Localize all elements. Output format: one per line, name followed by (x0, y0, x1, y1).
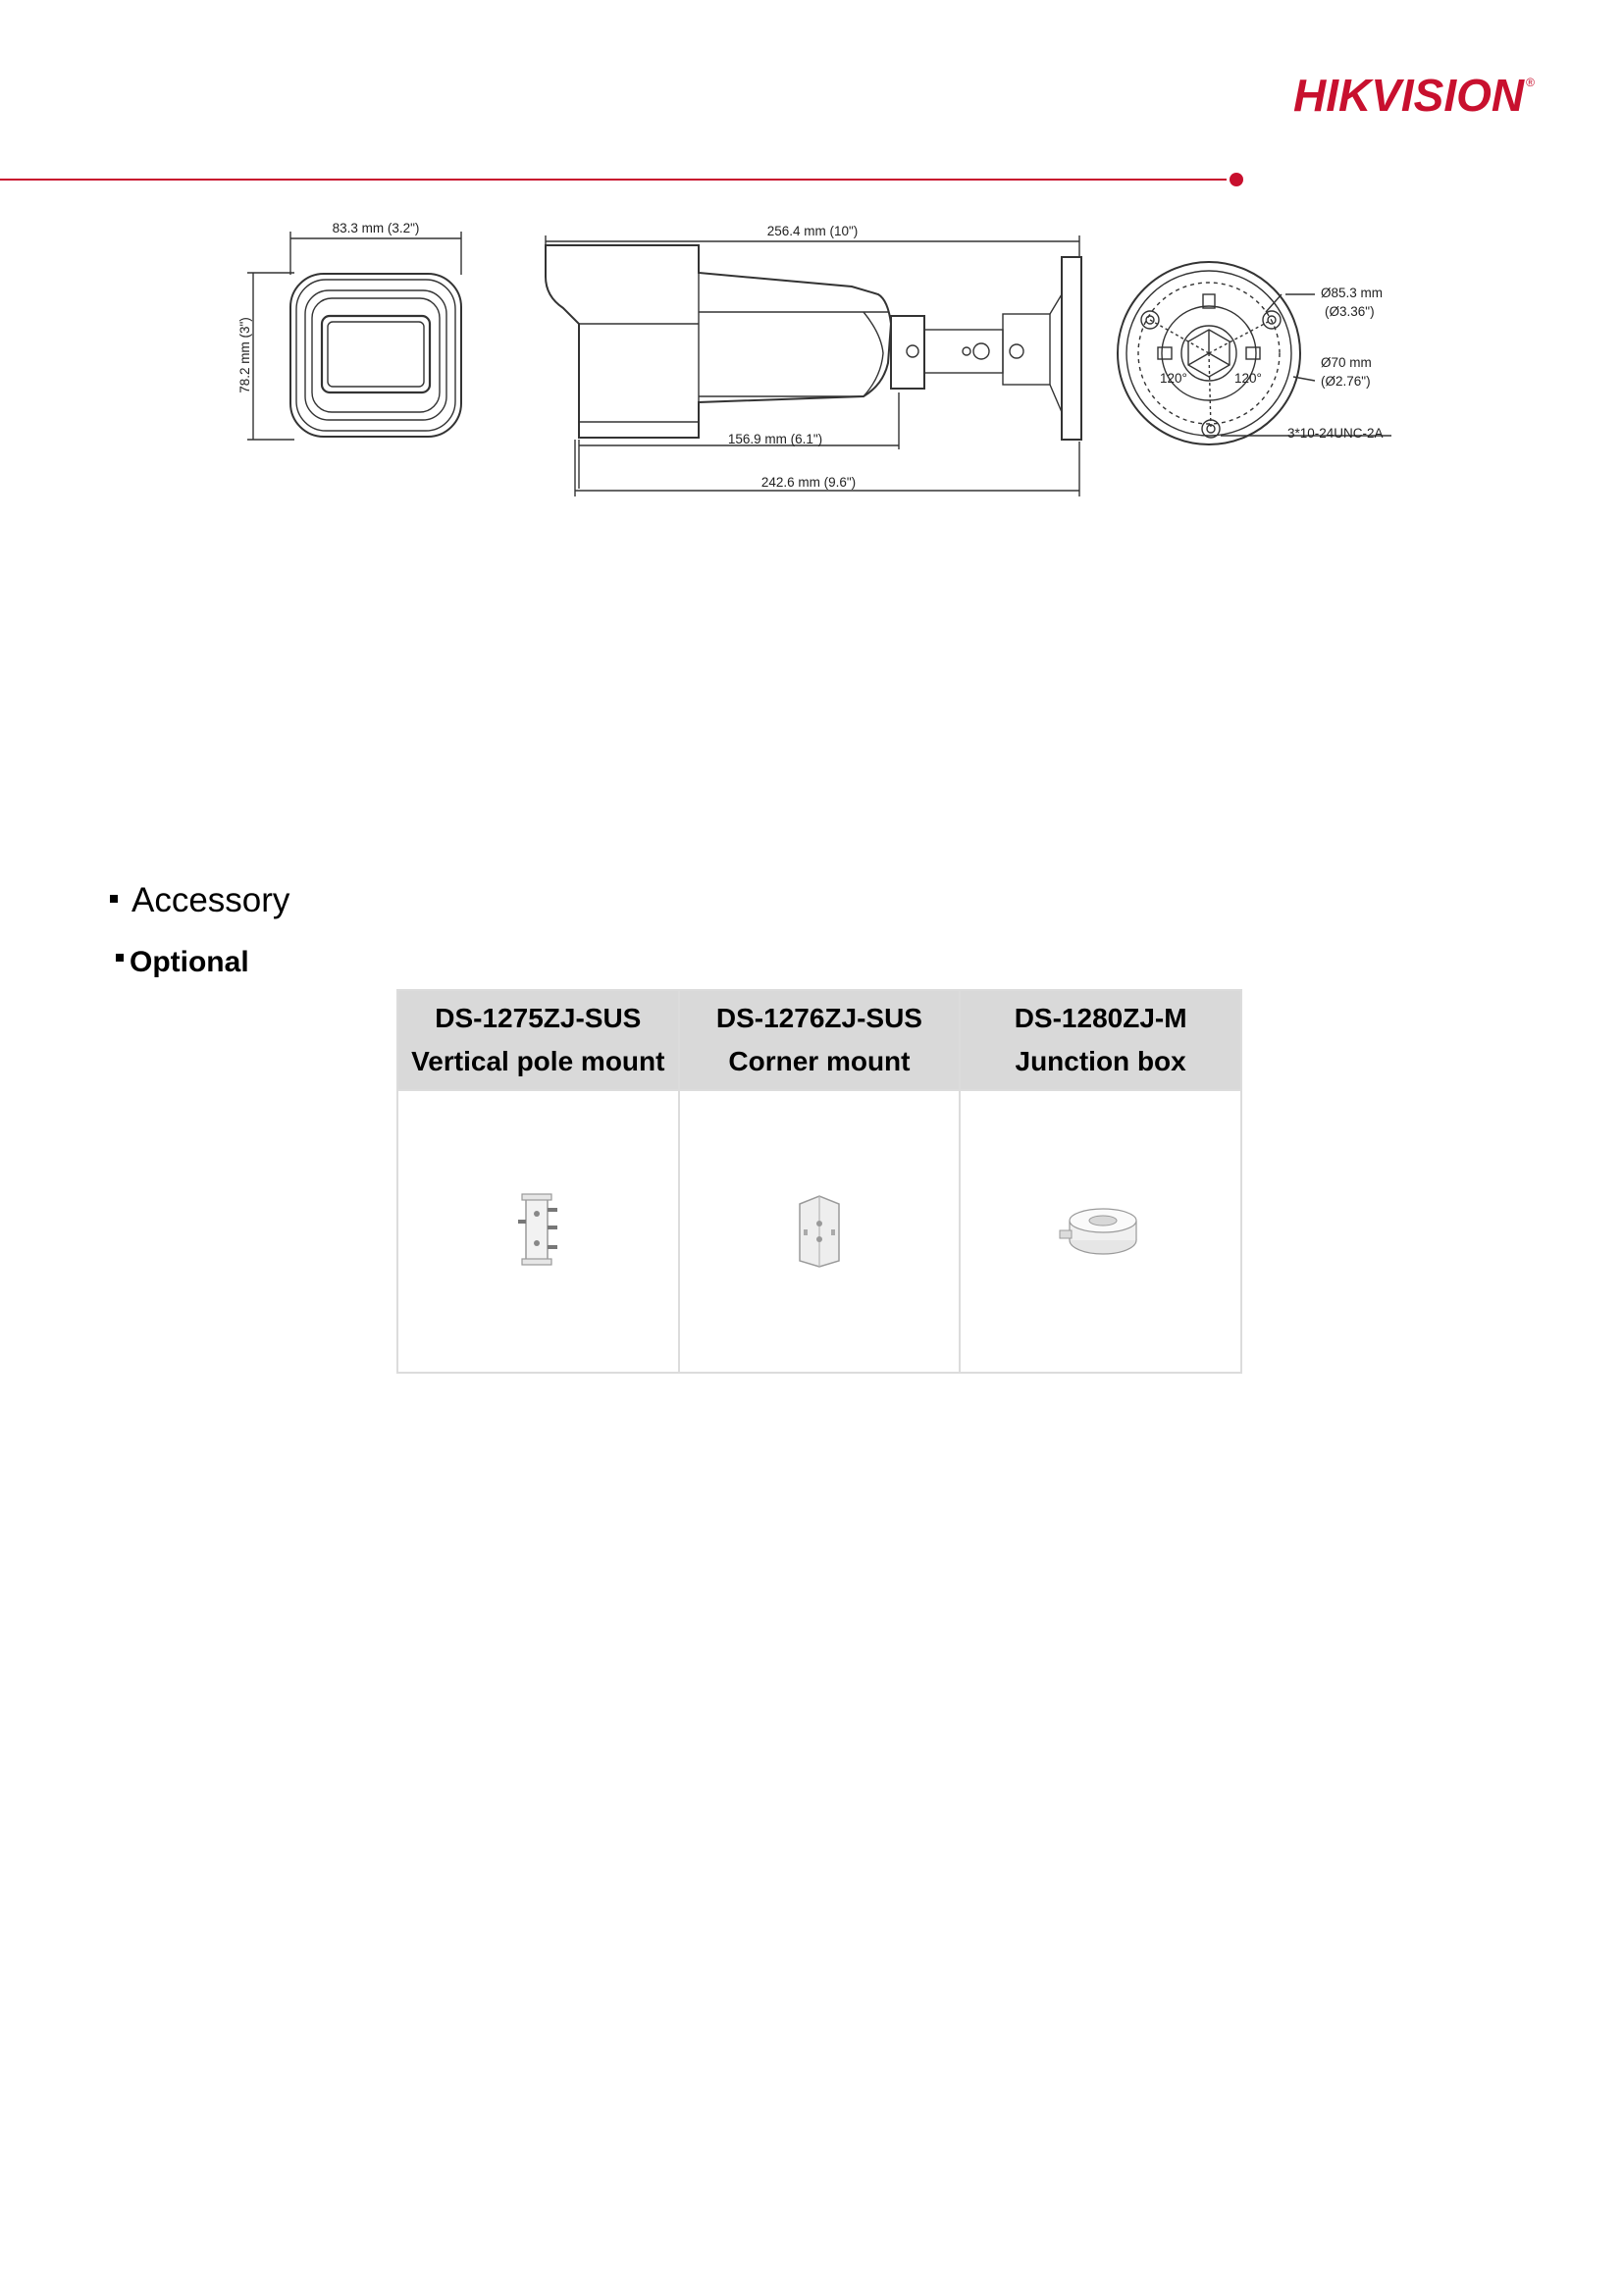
accessory-table (396, 989, 1242, 1374)
dimension-drawing (0, 0, 1623, 510)
junction-box-icon (1052, 1195, 1150, 1264)
bullet-icon (116, 954, 124, 962)
corner-mount-icon (790, 1190, 849, 1269)
section-subtitle: Optional (116, 948, 249, 977)
accessory-header (679, 990, 961, 1090)
side-view (546, 235, 1081, 496)
accessory-name: Junction box (1015, 1046, 1186, 1076)
base-outer-dia-in-label: (Ø3.36") (1325, 304, 1375, 319)
accessory-header (397, 990, 679, 1090)
angle-left-label: 120° (1160, 371, 1187, 386)
accessory-image-cell (960, 1090, 1241, 1373)
screw-spec-label: 3*10-24UNC-2A (1287, 426, 1384, 441)
side-base-length-label: 242.6 mm (9.6") (760, 475, 857, 490)
accessory-image-cell (679, 1090, 961, 1373)
side-total-length-label: 256.4 mm (10") (766, 224, 859, 238)
accessory-model: DS-1276ZJ-SUS (715, 1003, 922, 1033)
accessory-name: Vertical pole mount (411, 1046, 665, 1076)
hikvision-logo: HIKVISION ® (1293, 70, 1535, 121)
accessory-name: Corner mount (728, 1046, 911, 1076)
base-inner-dia-in-label: (Ø2.76") (1321, 374, 1371, 389)
bullet-icon (110, 895, 118, 903)
accessory-model: DS-1275ZJ-SUS (435, 1003, 642, 1033)
accessory-model: DS-1280ZJ-M (1014, 1003, 1187, 1033)
front-width-label: 83.3 mm (3.2") (332, 221, 420, 235)
angle-right-label: 120° (1234, 371, 1262, 386)
pole-mount-icon (508, 1190, 567, 1269)
base-outer-dia-label: Ø85.3 mm (1321, 286, 1384, 300)
side-body-length-label: 156.9 mm (6.1") (727, 432, 823, 446)
table-header-row (397, 990, 1241, 1090)
front-view (247, 232, 461, 440)
base-inner-dia-label: Ø70 mm (1321, 355, 1372, 370)
accessory-image-cell (397, 1090, 679, 1373)
section-title: Accessory (110, 883, 289, 917)
accessory-header (960, 990, 1241, 1090)
front-height-label: 78.2 mm (3") (237, 317, 252, 393)
table-image-row (397, 1090, 1241, 1373)
